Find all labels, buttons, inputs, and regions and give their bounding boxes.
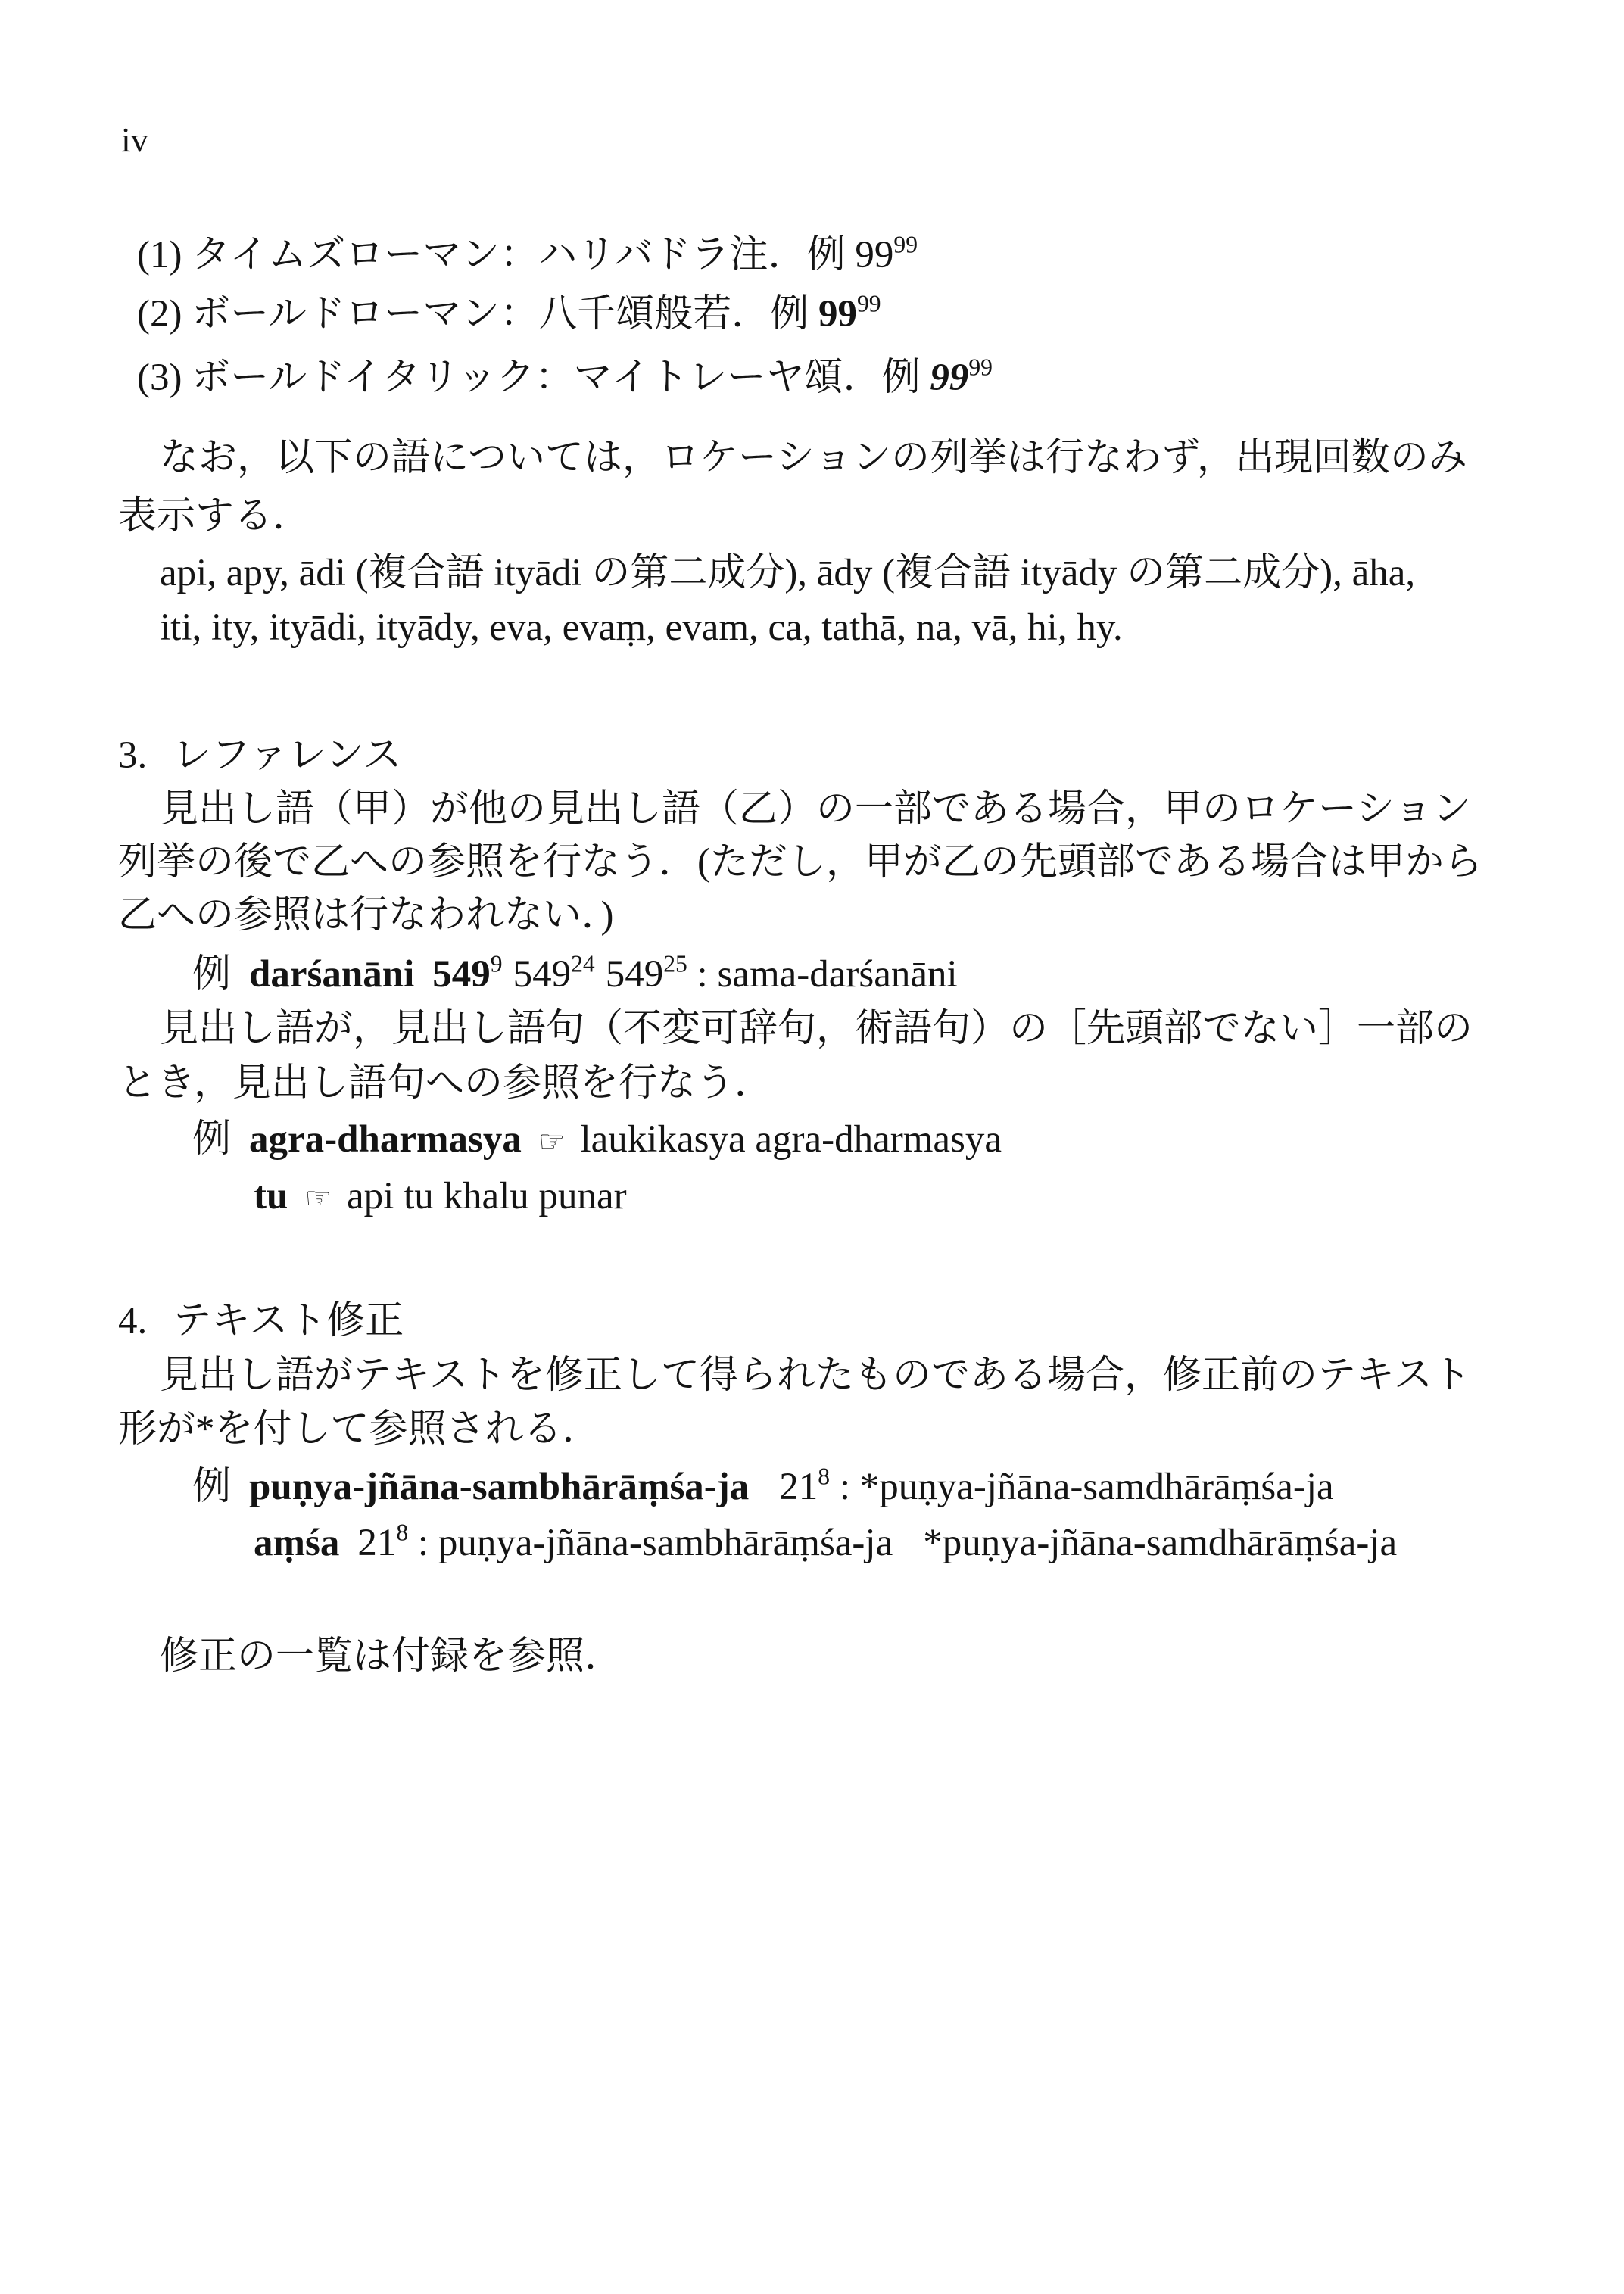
legend-text: ボールドイタリック：マイトレーヤ頌．例 <box>192 357 921 399</box>
pointing-hand-icon <box>538 1119 566 1164</box>
legend-number: (2) <box>137 293 182 335</box>
section-title: テキスト修正 <box>173 1300 404 1342</box>
example-entry <box>192 952 958 997</box>
cross-reference: api tu khalu punar <box>347 1175 627 1217</box>
location-page: 549 <box>432 953 491 996</box>
headword: tu <box>254 1175 288 1217</box>
location-line: 8 <box>396 1519 409 1546</box>
note-line: 表示する． <box>118 495 312 538</box>
section-number: 4. <box>118 1300 148 1342</box>
legend-number: (3) <box>137 357 182 399</box>
example-entry <box>254 1173 627 1221</box>
paragraph-line: 乙への参照は行なわれない．) <box>118 894 614 937</box>
headword: agra-dharmasya <box>249 1118 522 1161</box>
location-page: 549 <box>513 953 572 996</box>
paragraph-line: 見出し語がテキストを修正して得られたものである場合，修正前のテキスト <box>160 1354 1471 1397</box>
cross-reference: *puṇya-jñāna-samdhārāṃśa-ja <box>923 1522 1398 1564</box>
cross-reference: laukikasya agra-dharmasya <box>580 1118 1002 1161</box>
section-title: レファレンス <box>173 734 402 777</box>
legend-sample-superscript: 99 <box>893 231 918 258</box>
pointing-hand-icon <box>304 1176 332 1221</box>
section-heading-reference <box>118 733 401 778</box>
location-line: 25 <box>663 950 687 977</box>
note-line: なお，以下の語については，ロケーションの列挙は行なわず，出現回数のみ <box>160 437 1467 479</box>
style-legend-item-bold <box>137 291 881 337</box>
cross-reference: : sama-darśanāni <box>697 953 958 996</box>
count-only-word-list: iti, ity, ityādi, ityādy, eva, evaṃ, evam, ca, tathā, na, vā, hi, hy. <box>160 606 1123 649</box>
location-page: 21 <box>357 1522 397 1564</box>
location-page: 549 <box>605 953 664 996</box>
headword: darśanāni <box>249 953 415 996</box>
paragraph-line: とき，見出し語句への参照を行なう． <box>118 1062 773 1105</box>
example-entry <box>192 1117 1002 1164</box>
cross-reference: : *puṇya-jñāna-samdhārāṃśa-ja <box>839 1466 1334 1508</box>
cross-reference: : puṇya-jñāna-sambhārāṃśa-ja <box>417 1522 893 1564</box>
location-page: 21 <box>779 1466 818 1508</box>
style-legend-item-bold-italic <box>137 355 993 401</box>
paragraph-line: 形が*を付して参照される． <box>118 1408 601 1451</box>
count-only-word-list: api, apy, ādi (複合語 ityādi の第二成分), ādy (複合語 ityādy の第二成分), āha, <box>160 552 1416 594</box>
page-number: iv <box>121 120 148 159</box>
legend-sample-superscript: 99 <box>856 290 881 317</box>
example-marker: 例 <box>192 953 232 996</box>
location-line: 24 <box>571 950 595 977</box>
paragraph-line: 見出し語（甲）が他の見出し語（乙）の一部である場合，甲のロケーション <box>160 788 1471 831</box>
legend-number: (1) <box>137 234 182 276</box>
legend-sample: 99 <box>855 234 894 276</box>
section-heading-text-correction <box>118 1298 404 1344</box>
example-entry <box>192 1464 1334 1510</box>
example-entry <box>254 1520 1397 1566</box>
legend-text: タイムズローマン：ハリバドラ注．例 <box>192 234 846 276</box>
location-line: 9 <box>490 950 503 977</box>
style-legend-item-roman <box>137 232 918 278</box>
example-marker: 例 <box>192 1466 232 1508</box>
legend-sample: 99 <box>818 293 857 335</box>
headword: aṃśa <box>254 1522 340 1564</box>
headword: puṇya-jñāna-sambhārāṃśa-ja <box>249 1466 750 1508</box>
legend-sample-superscript: 99 <box>968 354 993 381</box>
closing-note: 修正の一覧は付録を参照． <box>160 1635 624 1678</box>
legend-text: ボールドローマン：八千頌般若．例 <box>192 293 809 335</box>
section-number: 3. <box>118 734 148 777</box>
paragraph-line: 見出し語が，見出し語句（不変可辞句，術語句）の［先頭部でない］一部の <box>160 1008 1473 1050</box>
legend-sample: 99 <box>930 357 969 399</box>
paragraph-line: 列挙の後で乙への参照を行なう．(ただし，甲が乙の先頭部である場合は甲から <box>118 841 1482 884</box>
location-line: 8 <box>818 1463 831 1490</box>
example-marker: 例 <box>192 1118 232 1161</box>
